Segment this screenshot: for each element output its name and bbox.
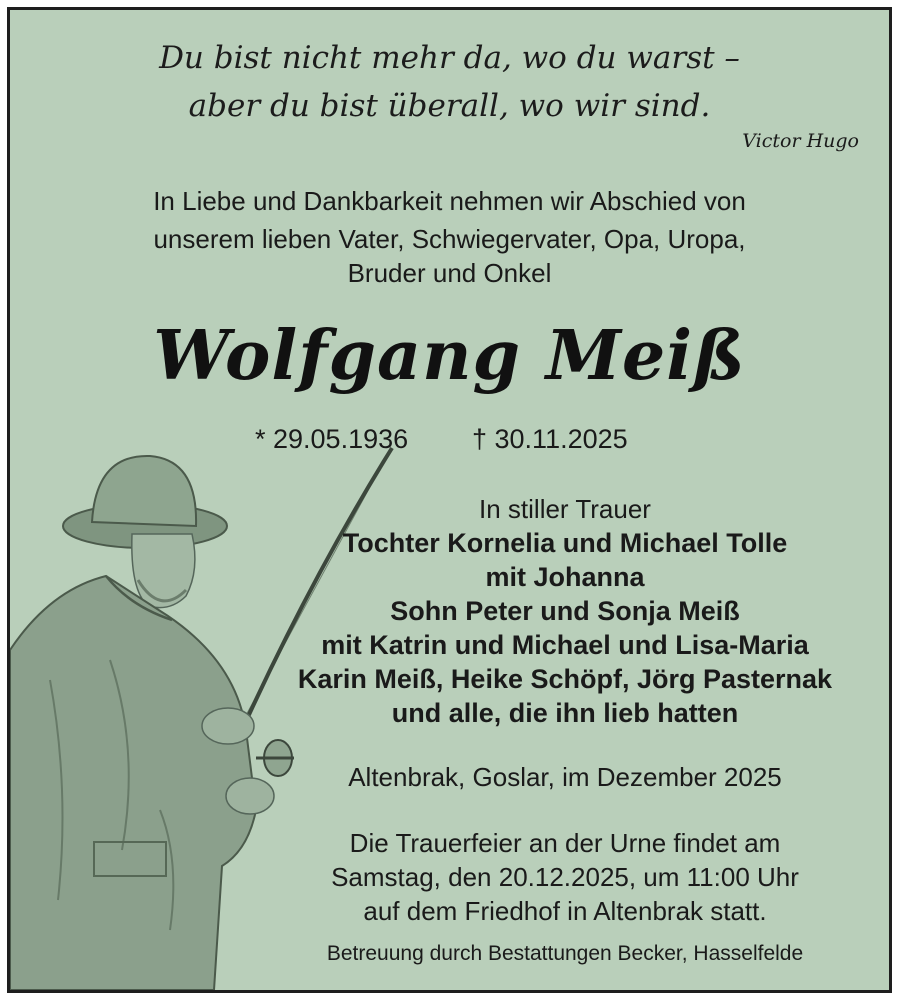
mourner-line: Tochter Kornelia und Michael Tolle xyxy=(342,528,788,558)
intro-line-2: unserem lieben Vater, Schwiegervater, Opa, Uropa, xyxy=(153,224,746,254)
place-and-date: Altenbrak, Goslar, im Dezember 2025 xyxy=(348,762,782,792)
quote-line-2: aber du bist überall, wo wir sind. xyxy=(188,88,711,124)
quote-author: Victor Hugo xyxy=(742,130,859,152)
mourners-heading: In stiller Trauer xyxy=(479,494,651,524)
birth-date: * 29.05.1936 xyxy=(255,424,409,454)
death-date: † 30.11.2025 xyxy=(472,424,628,454)
mourner-line: und alle, die ihn lieb hatten xyxy=(391,698,739,728)
intro-line-1: In Liebe und Dankbarkeit nehmen wir Abschied von xyxy=(153,186,746,216)
mourner-line: mit Katrin und Michael und Lisa-Maria xyxy=(321,630,809,660)
mourner-line: mit Johanna xyxy=(485,562,645,592)
undertaker-credit: Betreuung durch Bestattungen Becker, Hasselfelde xyxy=(326,942,804,965)
quote-line-1: Du bist nicht mehr da, wo du warst – xyxy=(159,40,740,76)
obituary-notice xyxy=(10,10,889,990)
funeral-line-3: auf dem Friedhof in Altenbrak statt. xyxy=(363,896,767,926)
mourner-line: Sohn Peter und Sonja Meiß xyxy=(390,596,740,626)
funeral-line-2: Samstag, den 20.12.2025, um 11:00 Uhr xyxy=(331,862,799,892)
funeral-line-1: Die Trauerfeier an der Urne findet am xyxy=(349,828,781,858)
intro-line-3: Bruder und Onkel xyxy=(347,258,552,288)
mourner-line: Karin Meiß, Heike Schöpf, Jörg Pasternak xyxy=(297,664,833,694)
deceased-name: Wolfgang Meiß xyxy=(153,316,746,396)
